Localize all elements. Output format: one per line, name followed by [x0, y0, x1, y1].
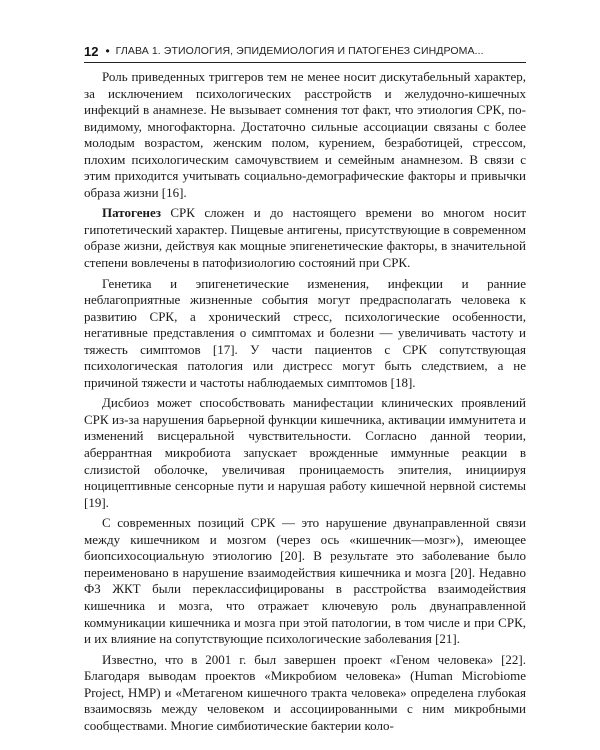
paragraph-dysbiosis: Дисбиоз может способствовать манифестации клинических проявлений СРК из-за нарушения барьерной функции кишечника, активации иммунитета и изменений висцеральной чувствительности. Согласно данной теории, аберрантная микробиота запускает врожденные иммунные реакции в слизистой оболочке, увеличивая проницаемость эпителия, инициируя ноцицептивные сенсорные пути и нарушая работу кишечной нервной системы [19]. [84, 395, 526, 510]
paragraph-pathogenesis [84, 205, 526, 271]
body-text [84, 69, 526, 738]
page-header [84, 40, 526, 63]
running-head: ГЛАВА 1. ЭТИОЛОГИЯ, ЭПИДЕМИОЛОГИЯ И ПАТОГЕНЕЗ СИНДРОМА... [115, 45, 484, 57]
pathogenesis-term: Патогенез [102, 205, 161, 221]
paragraph-human-genome: Известно, что в 2001 г. был завершен проект «Геном человека» [22]. Благодаря выводам проектов «Микробиом человека» (Human Microbiome Project, HMP) и «Метагеном кишечного тракта человека» определена глубокая взаимосвязь между человеком и ассоциированными с ним микробными сообществами. Многие симбиотические бактерии коло- [84, 651, 526, 733]
pathogenesis-text: СРК сложен и до настоящего времени во многом носит гипотетический характер. Пищевые антигены, присутствующие в современном образе жизни, действуя как мощные эпигенетические факторы, в значительной степени вовлечены в патофизиологию состояний при СРК. [84, 205, 526, 271]
page-number: 12 [84, 43, 99, 59]
paragraph-genetics: Генетика и эпигенетические изменения, инфекции и ранние неблагоприятные жизненные события могут предрасполагать человека к развитию СРК, а хронический стресс, психологические особенности, негативные представления о симптомах и болезни — увеличивать частоту и тяжесть симптомов [17]. У части пациентов с СРК сопутствующая психологическая патология или дистресс могут быть следствием, а не причиной тяжести и частоты наблюдаемых симптомов [18]. [84, 275, 526, 390]
paragraph-gut-brain-axis: С современных позиций СРК — это нарушение двунаправленной связи между кишечником и мозгом (через ось «кишечник—мозг»), имеющее биопсихосоциальную этиологию [20]. В результате это заболевание было переименовано в нарушение взаимодействия кишечника и мозга [20]. Недавно ФЗ ЖКТ были переклассифицированы в расстройства взаимодействия кишечника и мозга, что отражает ключевую роль двунаправленной коммуникации кишечника и мозга при этой патологии, в том числе и при СРК, и их влияние на сопутствующие психологические заболевания [21]. [84, 515, 526, 647]
header-separator: • [105, 44, 110, 58]
paragraph-triggers: Роль приведенных триггеров тем не менее носит дискутабельный характер, за исключением психологических расстройств и желудочно-кишечных инфекций в анамнезе. Не вызывает сомнения тот факт, что этиология СРК, по-видимому, многофакторна. Достаточно сильные ассоциации связаны с более молодым возрастом, женским полом, курением, безработицей, стрессом, плохим психологическим самочувствием и семейным анамнезом. В связи с этим приходится учитывать социально-демографические факторы и привычки образа жизни [16]. [84, 69, 526, 200]
